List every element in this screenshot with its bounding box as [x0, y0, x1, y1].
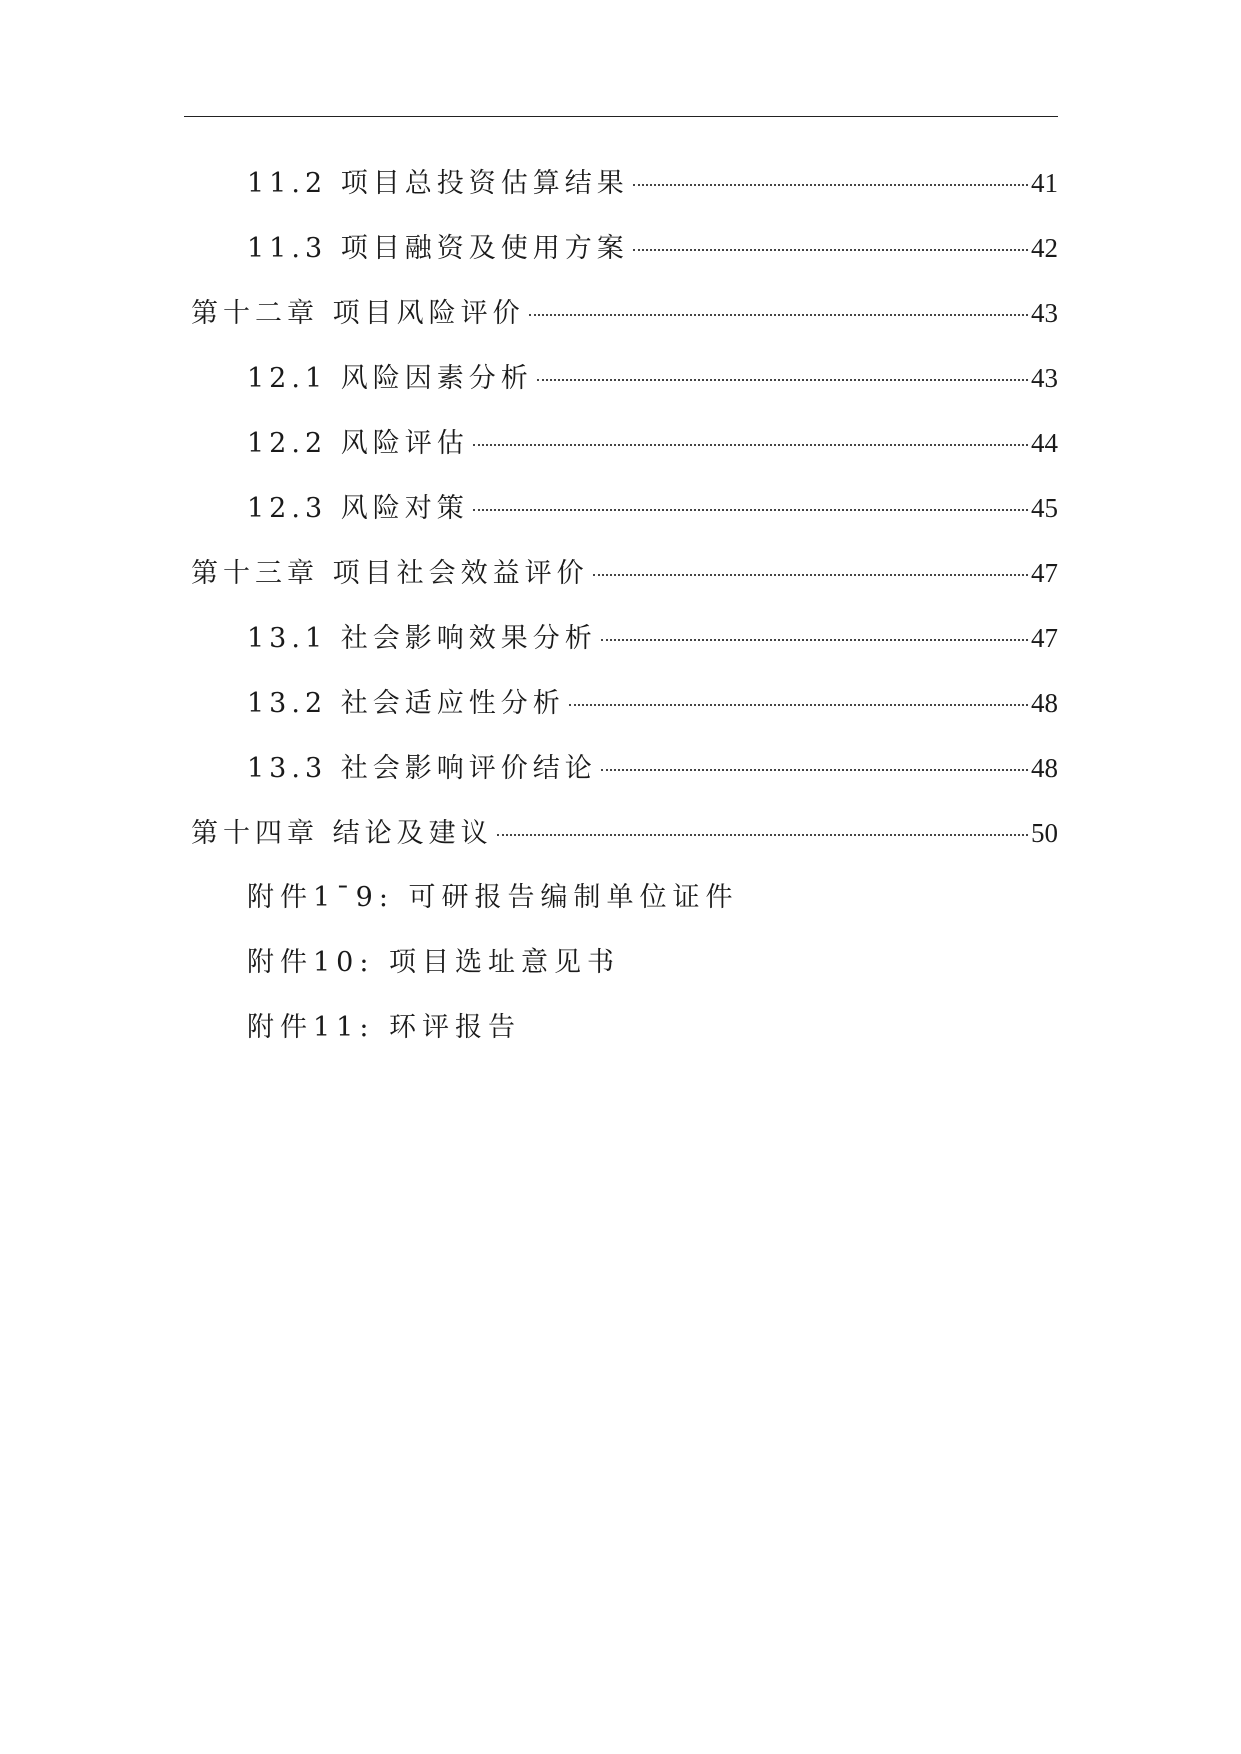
toc-chapter-entry[interactable] [191, 293, 1058, 333]
toc-entry-title: 13.2 社会适应性分析 [247, 688, 565, 719]
appendix-title: 附件11: 环评报告 [247, 1012, 522, 1043]
appendix-title: 附件10: 项目选址意见书 [247, 947, 621, 978]
toc-entry[interactable] [247, 358, 1058, 398]
toc-page-number: 42 [1031, 233, 1058, 263]
toc-dot-leader [473, 509, 1028, 511]
toc-entry[interactable] [247, 228, 1058, 268]
toc-page-number: 48 [1031, 688, 1058, 718]
toc-page-number: 41 [1031, 168, 1058, 198]
toc-dot-leader [601, 639, 1028, 641]
toc-chapter-entry[interactable] [191, 813, 1058, 853]
toc-entry-title: 第十二章 项目风险评价 [191, 298, 525, 329]
toc-entry-title: 13.1 社会影响效果分析 [247, 623, 597, 654]
toc-entry-title: 第十三章 项目社会效益评价 [191, 558, 589, 589]
toc-dot-leader [593, 574, 1028, 576]
toc-entry-title: 11.2 项目总投资估算结果 [247, 168, 629, 199]
toc-dot-leader [633, 249, 1028, 251]
toc-entry-title: 12.1 风险因素分析 [247, 363, 533, 394]
toc-dot-leader [633, 184, 1028, 186]
appendix-title: 附件1¯9: 可研报告编制单位证件 [247, 882, 739, 913]
toc-dot-leader [497, 834, 1028, 836]
toc-page-number: 50 [1031, 818, 1058, 848]
toc-entry[interactable] [247, 748, 1058, 788]
toc-entry[interactable] [247, 488, 1058, 528]
toc-page-number: 47 [1031, 558, 1058, 588]
toc-chapter-entry[interactable] [191, 553, 1058, 593]
toc-page-number: 47 [1031, 623, 1058, 653]
toc-page-number: 44 [1031, 428, 1058, 458]
toc-entry-title: 12.2 风险评估 [247, 428, 469, 459]
appendix-entry[interactable] [247, 943, 1058, 983]
toc-entry[interactable] [247, 618, 1058, 658]
toc-page-number: 43 [1031, 363, 1058, 393]
toc-entry-title: 13.3 社会影响评价结论 [247, 753, 597, 784]
toc-page-number: 45 [1031, 493, 1058, 523]
toc-entry[interactable] [247, 163, 1058, 203]
toc-dot-leader [601, 769, 1028, 771]
toc-entry[interactable] [247, 423, 1058, 463]
toc-page-number: 43 [1031, 298, 1058, 328]
toc-dot-leader [537, 379, 1028, 381]
toc-entry[interactable] [247, 683, 1058, 723]
appendix-entry[interactable] [247, 878, 1058, 918]
toc-entry-title: 11.3 项目融资及使用方案 [247, 233, 629, 264]
toc-dot-leader [529, 314, 1028, 316]
toc-dot-leader [473, 444, 1028, 446]
toc-dot-leader [569, 704, 1028, 706]
toc-page-number: 48 [1031, 753, 1058, 783]
toc-entry-title: 第十四章 结论及建议 [191, 818, 493, 849]
toc-entry-title: 12.3 风险对策 [247, 493, 469, 524]
appendix-entry[interactable] [247, 1008, 1058, 1048]
